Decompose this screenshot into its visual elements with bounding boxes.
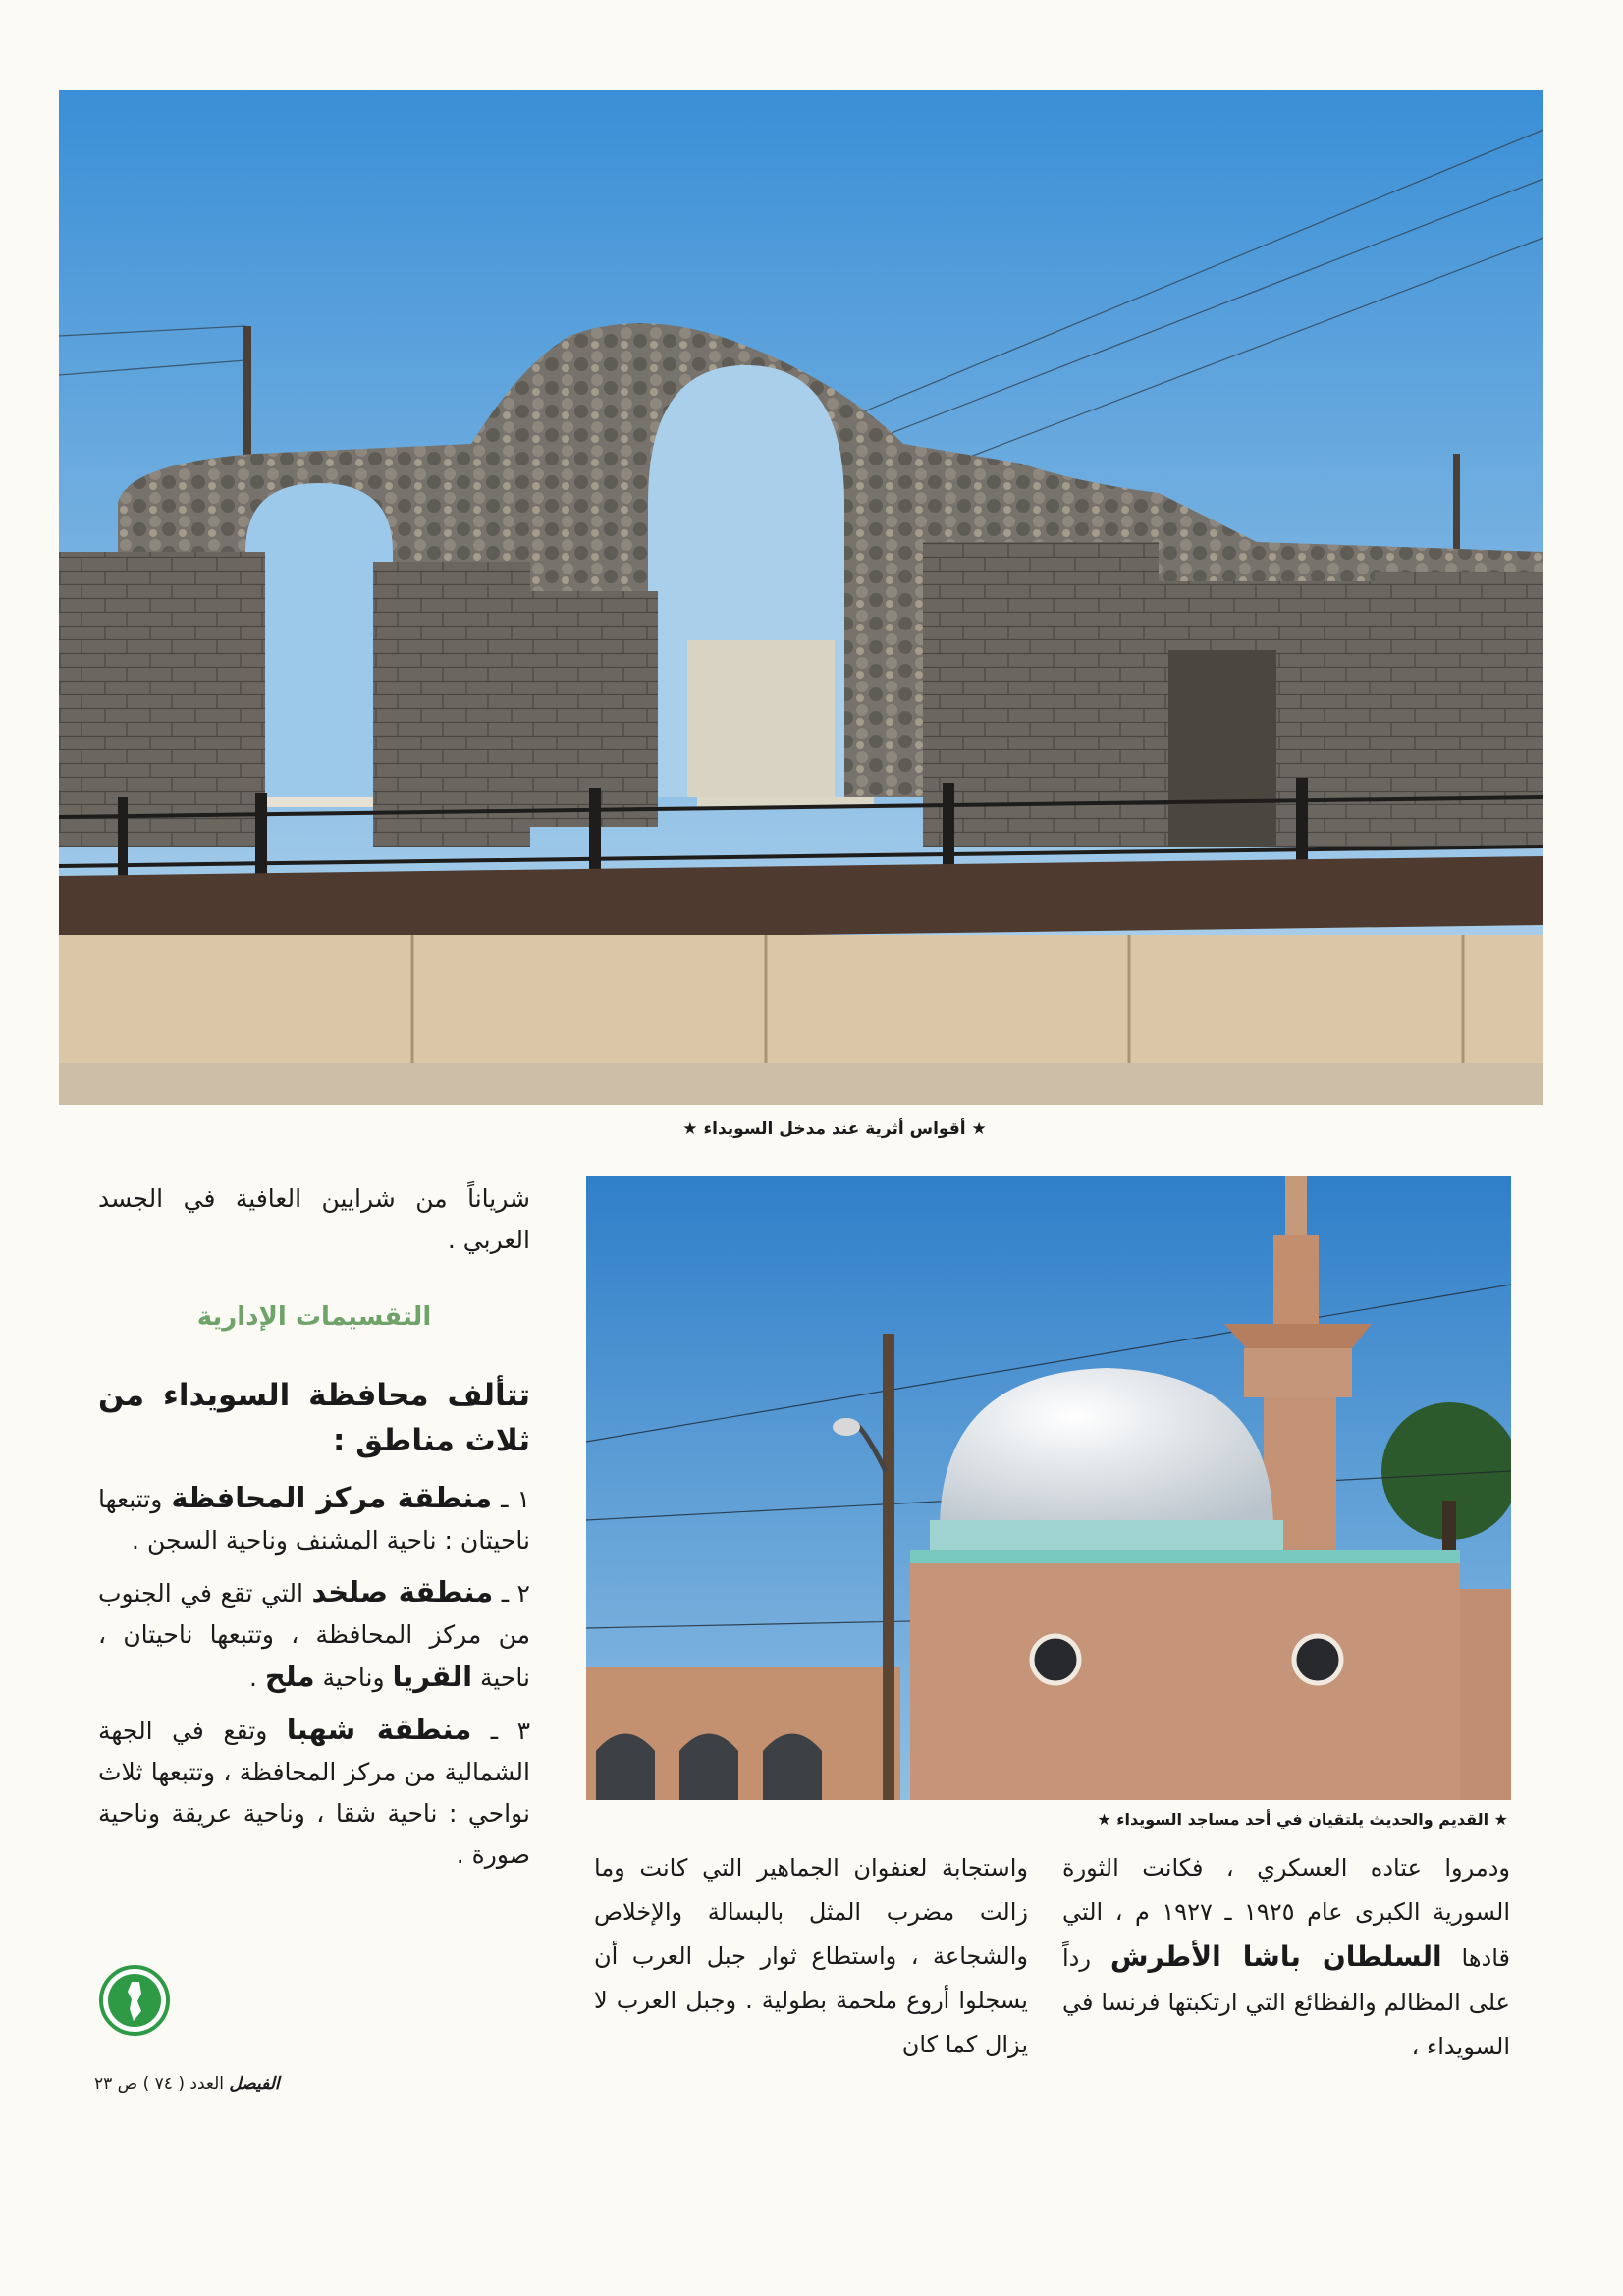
- item-number: ٣ ـ: [490, 1717, 531, 1745]
- item-text: التي تقع في الجنوب من مركز المحافظة ، وتتبعها ناحيتان ، ناحية: [98, 1579, 530, 1692]
- intro-paragraph: شرياناً من شرايين العافية في الجسد العربي .: [98, 1184, 530, 1254]
- history-paragraph: [1062, 1846, 1510, 2069]
- item-text: وتتبعها ناحيتان : ناحية المشنف وناحية السجن .: [98, 1485, 530, 1555]
- bottom-left-column: [594, 1846, 1028, 2067]
- item-number: ١ ـ: [501, 1485, 530, 1513]
- item-title: منطقة مركز المحافظة: [171, 1481, 493, 1514]
- item-text-end: .: [248, 1664, 257, 1692]
- item-title: منطقة صلخد: [311, 1575, 494, 1609]
- mosque-illustration: [586, 1176, 1511, 1800]
- left-column: [98, 1178, 530, 1886]
- item-bold-place: ملح: [264, 1660, 315, 1693]
- lead-paragraph: تتألف محافظة السويداء من ثلاث مناطق :: [98, 1378, 530, 1458]
- magazine-name: الفيصل: [229, 2074, 280, 2094]
- circle-logo-icon: [98, 1964, 171, 2037]
- section-heading: التقسيمات الإدارية: [196, 1302, 432, 1332]
- history-text-after: رداً على المظالم والفظائع التي ارتكبتها فرنسا في السويداء ،: [1062, 1944, 1510, 2060]
- item-number: ٢ ـ: [501, 1579, 530, 1608]
- mosque-photo-caption: ★ القديم والحديث يلتقيان في أحد مساجد السويداء ★: [1097, 1810, 1508, 1829]
- list-item: [98, 1709, 530, 1876]
- continuation-paragraph: واستجابة لعنفوان الجماهير التي كانت وما زالت مضرب المثل بالبسالة والإخلاص والشجاعة ، واستطاع ثوار جبل العرب أن يسجلوا أروع ملحمة بطولية . وجبل العرب لا يزال كما كان: [594, 1854, 1028, 2058]
- arches-illustration: [59, 90, 1543, 1105]
- bottom-right-column: [1062, 1846, 1510, 2069]
- photo-mosque: [586, 1176, 1511, 1800]
- history-text-before: ودمروا عتاده العسكري ، فكانت الثورة السورية الكبرى عام ١٩٢٥ ـ ١٩٢٧ م ، التي قادها: [1062, 1854, 1511, 1972]
- list-item: [98, 1571, 530, 1699]
- item-bold-place: القريا: [392, 1660, 473, 1693]
- top-photo-caption: ★ أقواس أثرية عند مدخل السويداء ★: [682, 1120, 987, 1139]
- item-text: وتقع في الجهة الشمالية من مركز المحافظة ، وتتبعها ثلاث نواحي : ناحية شقا ، وناحية عريقة وناحية صورة .: [98, 1717, 530, 1869]
- leader-name: السلطان باشا الأطرش: [1109, 1941, 1442, 1973]
- item-text-mid: وناحية: [322, 1664, 385, 1692]
- list-item: [98, 1477, 530, 1561]
- photo-arches: [59, 90, 1543, 1105]
- item-title: منطقة شهبا: [286, 1713, 472, 1746]
- page-footer: [94, 2074, 280, 2094]
- issue-page: العدد ( ٧٤ ) ص ٢٣: [94, 2074, 224, 2094]
